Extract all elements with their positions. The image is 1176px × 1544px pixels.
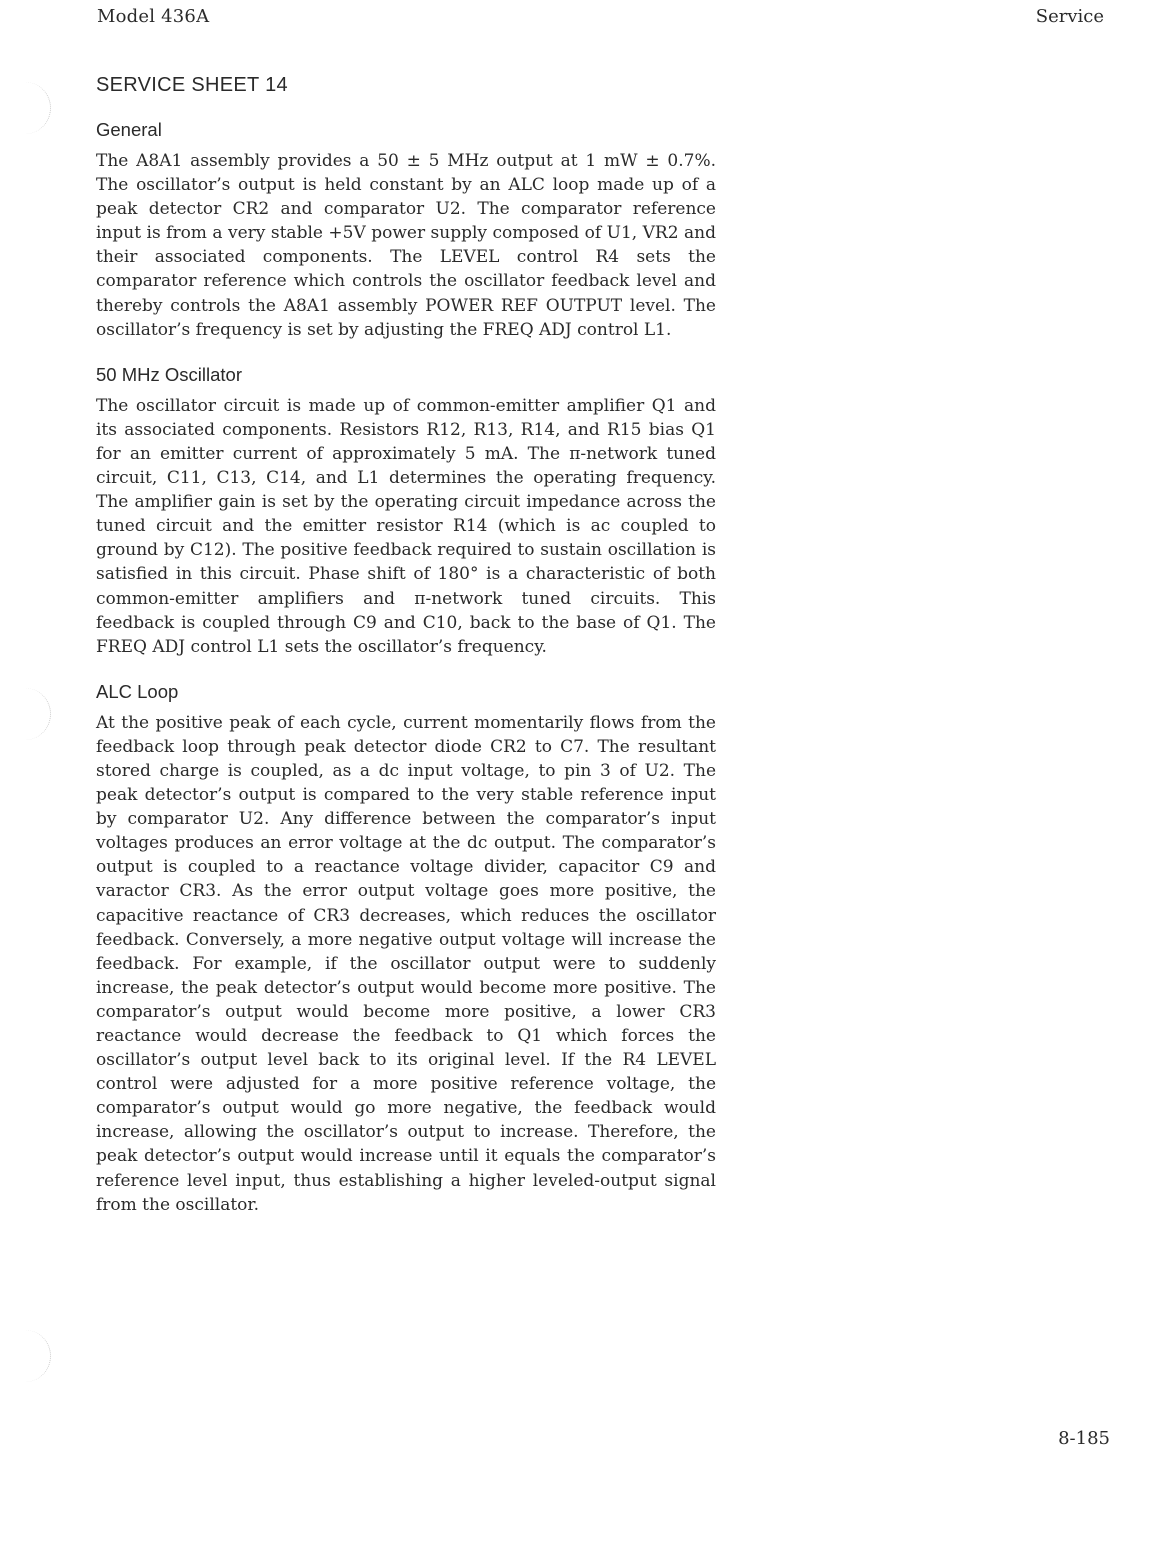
binder-hole-mark xyxy=(10,82,51,134)
section-heading-oscillator: 50 MHz Oscillator xyxy=(96,363,242,385)
section-text-alc-loop: At the positive peak of each cycle, current momentarily flows from the feedback loop through peak detector diode CR2 to C7. The resultant stored charge is coupled, as a dc input voltage, to pin 3 of U2. The peak detector’s output is compared to the very stable reference input by comparator U2. Any difference between the comparator’s input voltages produces an error voltage at the dc output. The comparator’s output is coupled to a reactance voltage divider, capacitor C9 and varactor CR3. As the error output voltage goes more positive, the capacitive reactance of CR3 decreases, which reduces the oscillator feedback. Conversely, a more negative output voltage will increase the feedback. For example, if the oscillator output were to suddenly increase, the peak detector’s output would become more positive. The comparator’s output would become more positive, a lower CR3 reactance would decrease the feedback to Q1 which forces the oscillator’s output level back to its original level. If the R4 LEVEL control were adjusted for a more positive reference voltage, the comparator’s output would go more negative, the feedback would increase, allowing the oscillator’s output to increase. Therefore, the peak detector’s output would increase until it equals the comparator’s reference level input, thus establishing a higher leveled-output signal from the oscillator. xyxy=(96,712,716,1215)
section-text-general: The A8A1 assembly provides a 50 ± 5 MHz output at 1 mW ± 0.7%. The oscillator’s output is held constant by an ALC loop made up of a peak detector CR2 and comparator U2. The comparator reference input is from a very stable +5V power supply composed of U1, VR2 and their associated components. The LEVEL control R4 sets the comparator reference which controls the oscillator feedback level and thereby controls the A8A1 assembly POWER REF OUTPUT level. The oscillator’s frequency is set by adjusting the FREQ ADJ control L1. xyxy=(96,151,716,340)
page-content xyxy=(96,74,716,1239)
section-text-oscillator: The oscillator circuit is made up of common-emitter amplifier Q1 and its associated components. Resistors R12, R13, R14, and R15 bias Q1 for an emitter current of approximately 5 mA. The π-network tuned circuit, C11, C13, C14, and L1 determines the operating frequency. The amplifier gain is set by the operating circuit impedance across the tuned circuit and the emitter resistor R14 (which is ac coupled to ground by C12). The positive feedback required to sustain oscillation is satisfied in this circuit. Phase shift of 180° is a characteristic of both common-emitter amplifiers and π-network tuned circuits. This feedback is coupled through C9 and C10, back to the base of Q1. The FREQ ADJ control L1 sets the oscillator’s frequency. xyxy=(96,395,716,657)
page-number: 8-185 xyxy=(1058,1428,1110,1449)
section-heading-alc-loop: ALC Loop xyxy=(96,680,179,702)
header-section: Service xyxy=(1035,6,1104,27)
header-model: Model 436A xyxy=(97,6,210,27)
section-heading-general: General xyxy=(96,119,162,140)
binder-hole-mark xyxy=(10,688,51,740)
binder-hole-mark xyxy=(10,1330,51,1382)
page-title: SERVICE SHEET 14 xyxy=(96,74,288,96)
